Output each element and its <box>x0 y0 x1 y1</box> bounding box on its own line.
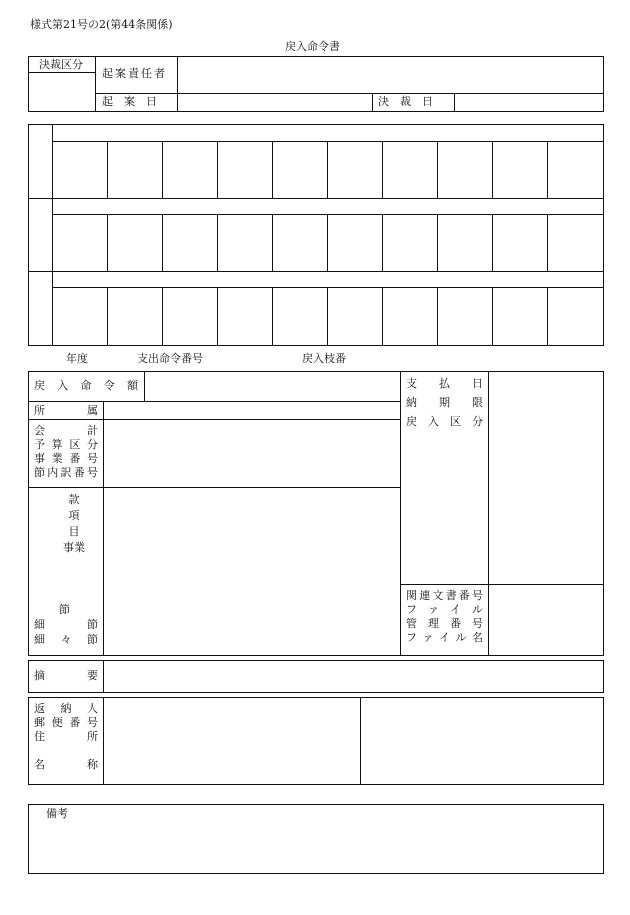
stamp-cell[interactable] <box>108 289 161 344</box>
return-category-label: 戻 入 区 分 <box>406 415 483 428</box>
budget-item-field[interactable] <box>105 488 399 654</box>
amount-label: 戻 入 命 令 額 <box>34 379 138 392</box>
stamp-cell[interactable] <box>54 143 106 197</box>
stamp-cell[interactable] <box>493 143 546 197</box>
summary-label: 摘 要 <box>34 669 98 682</box>
setsu-label: 節 <box>59 603 70 616</box>
stamp-cell[interactable] <box>218 216 271 270</box>
stamp-cell[interactable] <box>438 143 491 197</box>
payment-field[interactable] <box>490 373 602 583</box>
name-label: 名 称 <box>34 758 98 771</box>
accounting-labels <box>34 424 98 480</box>
returner-label: 返 納 人 <box>34 702 98 715</box>
stamp-cell[interactable] <box>438 289 491 344</box>
doc-field[interactable] <box>490 586 602 654</box>
draft-date-label: 起 案 日 <box>102 95 157 108</box>
remarks-label: 備考 <box>46 807 68 820</box>
department-label: 所 属 <box>34 404 98 417</box>
stamp-cell[interactable] <box>163 143 216 197</box>
decision-date-field[interactable] <box>456 94 602 110</box>
payment-date-label: 支 払 日 <box>406 377 483 390</box>
stamp-cell[interactable] <box>54 289 106 344</box>
management-number-label: 管 理 番 号 <box>406 617 483 630</box>
stamp-cell[interactable] <box>548 216 602 270</box>
moku-label: 目 <box>68 525 80 538</box>
drafter-field[interactable] <box>179 57 603 92</box>
saisetsu-label: 細 節 <box>34 618 98 631</box>
section-detail-number-label: 節 内 訳 番 号 <box>34 466 98 479</box>
jigyou-label: 事業 <box>63 541 85 554</box>
amount-field[interactable] <box>146 373 399 400</box>
returner-address-field[interactable] <box>105 699 359 783</box>
stamp-cell[interactable] <box>383 143 436 197</box>
stamp-cell[interactable] <box>218 289 271 344</box>
file-label: フ ァ イ ル <box>406 603 483 616</box>
stamp-cell[interactable] <box>493 216 546 270</box>
stamp-cell[interactable] <box>548 143 602 197</box>
summary-field[interactable] <box>105 662 602 691</box>
postal-code-label: 郵 便 番 号 <box>34 716 98 729</box>
stamp-cell[interactable] <box>163 216 216 270</box>
stamp-cell[interactable] <box>493 289 546 344</box>
project-number-label: 事 業 番 号 <box>34 452 98 465</box>
stamp-cell[interactable] <box>108 143 161 197</box>
stamp-cell[interactable] <box>383 289 436 344</box>
draft-date-field[interactable] <box>179 94 371 110</box>
drafter-label: 起案責任者 <box>102 67 167 80</box>
budget-item-labels <box>54 493 94 555</box>
page-title: 戻入命令書 <box>285 40 340 53</box>
stamp-cell[interactable] <box>328 289 381 344</box>
accounting-field[interactable] <box>105 420 399 486</box>
stamp-cell[interactable] <box>328 216 381 270</box>
accounting-label: 会 計 <box>34 424 98 437</box>
kan-label: 款 <box>68 493 80 506</box>
saisaisetsu-label: 細 々 節 <box>34 633 98 646</box>
branch-no-label: 戻入枝番 <box>302 352 346 365</box>
stamp-cell[interactable] <box>548 289 602 344</box>
stamp-cell[interactable] <box>438 216 491 270</box>
payment-labels <box>406 377 483 429</box>
address-label: 住 所 <box>34 730 98 743</box>
stamp-cell[interactable] <box>163 289 216 344</box>
related-doc-number-label: 関 連 文 書 番 号 <box>406 589 483 602</box>
budget-category-label: 予 算 区 分 <box>34 438 98 451</box>
decision-date-label: 決 裁 日 <box>378 95 433 108</box>
stamp-cell[interactable] <box>54 216 106 270</box>
department-field[interactable] <box>105 402 399 418</box>
stamp-cell[interactable] <box>328 143 381 197</box>
returner-labels <box>34 702 98 744</box>
stamp-cell[interactable] <box>108 216 161 270</box>
stamp-cell[interactable] <box>218 143 271 197</box>
stamp-cell[interactable] <box>273 143 326 197</box>
stamp-cell[interactable] <box>273 289 326 344</box>
form-number: 様式第21号の2(第44条関係) <box>30 18 173 31</box>
returner-extra-field[interactable] <box>362 699 602 783</box>
kou-label: 項 <box>68 509 80 522</box>
doc-labels <box>406 589 483 645</box>
payment-order-no-label: 支出命令番号 <box>137 352 203 365</box>
stamp-cell[interactable] <box>383 216 436 270</box>
stamp-cell[interactable] <box>273 216 326 270</box>
decision-category-label: 決裁区分 <box>39 58 83 71</box>
file-name-label: フ ァ イ ル 名 <box>406 631 483 644</box>
remarks-field[interactable] <box>30 822 602 872</box>
due-date-label: 納 期 限 <box>406 396 483 409</box>
fiscal-year-label: 年度 <box>66 352 88 365</box>
